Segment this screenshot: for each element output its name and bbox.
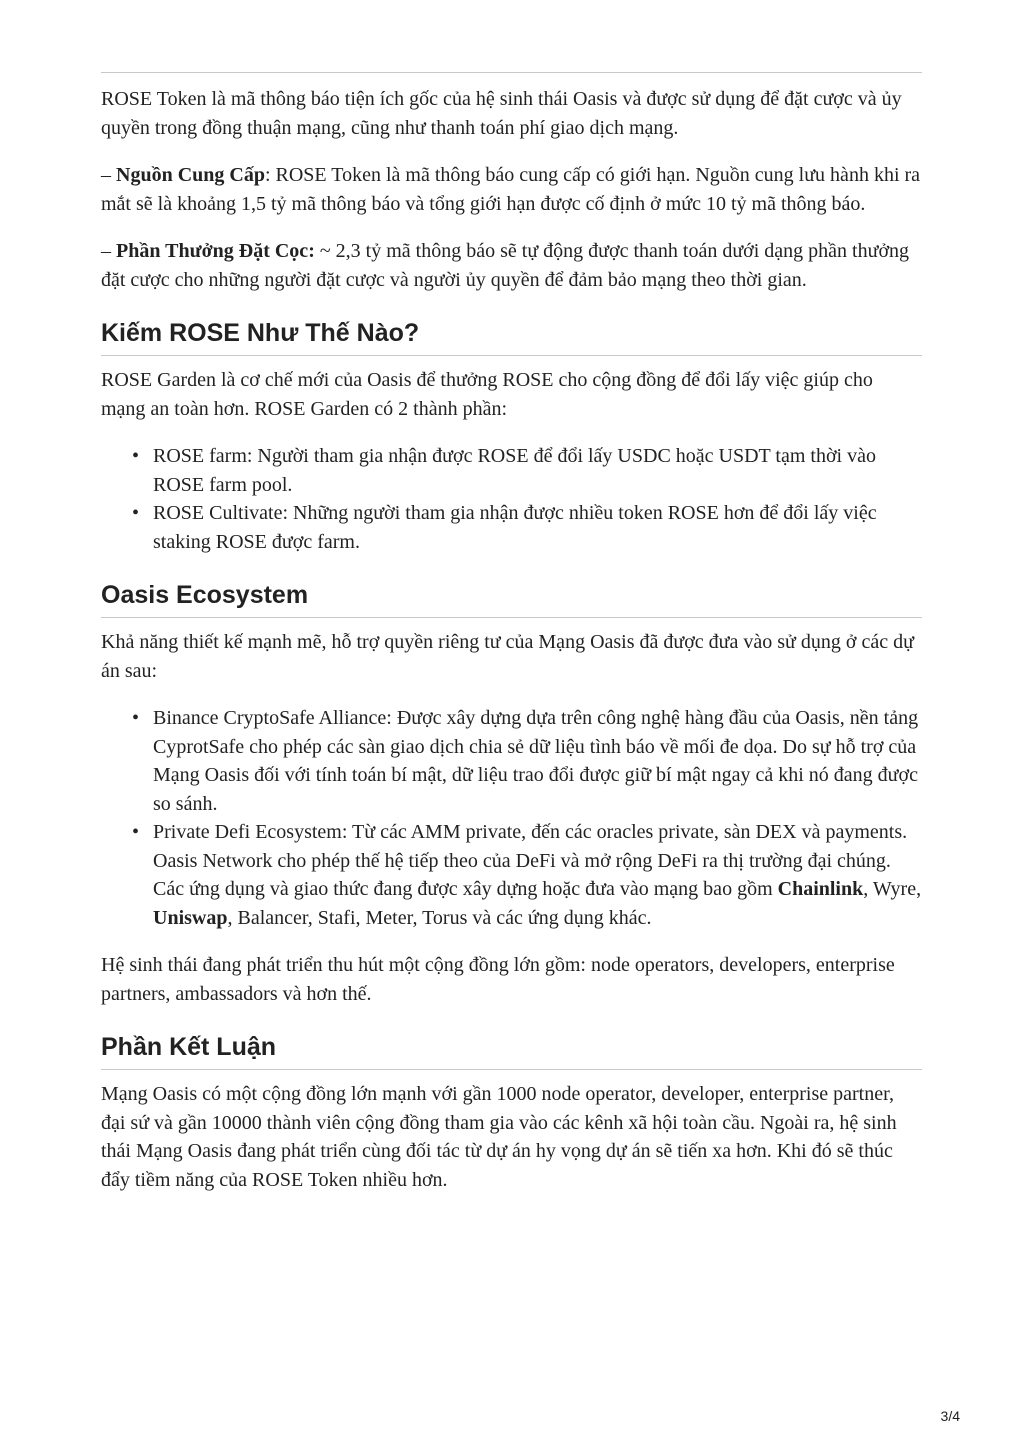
earn-list — [101, 442, 922, 556]
chainlink-text: Chainlink — [777, 878, 864, 900]
reward-text: ~ 2,3 tỷ mã thông báo sẽ tự động được thanh toán dưới dạng phần thưởng đặt cược cho những người đặt cược và người ủy quyền để đảm bảo mạng theo thời gian. — [101, 240, 910, 291]
heading-conclusion: Phần Kết Luận — [101, 1031, 922, 1070]
conclusion-paragraph: Mạng Oasis có một cộng đồng lớn mạnh với gần 1000 node operator, developer, enterprise partner, đại sứ và gần 10000 thành viên cộng đồng tham gia vào các kênh xã hội toàn cầu. Ngoài ra, hệ sinh thái Mạng Oasis đang phát triển cùng đối tác từ dự án hy vọng dự án sẽ tiến xa hơn. Khi đó sẽ thúc đẩy tiềm năng của ROSE Token nhiều hơn. — [101, 1083, 897, 1191]
list-item — [132, 442, 922, 499]
heading-earn-rose: Kiếm ROSE Như Thế Nào? — [101, 317, 922, 356]
earn-paragraph: ROSE Garden là cơ chế mới của Oasis để thưởng ROSE cho cộng đồng để đổi lấy việc giúp cho mạng an toàn hơn. ROSE Garden có 2 thành phần: — [101, 369, 873, 420]
bullet-icon: • — [132, 821, 140, 843]
list-item — [132, 499, 922, 556]
supply-paragraph — [101, 161, 922, 218]
supply-text: : ROSE Token là mã thông báo cung cấp có giới hạn. Nguồn cung lưu hành khi ra mắt sẽ là khoảng 1,5 tỷ mã thông báo và tổng giới hạn được cố định ở mức 10 tỷ mã thông báo. — [101, 164, 921, 215]
list-item-text: ROSE farm: Người tham gia nhận được ROSE để đổi lấy USDC hoặc USDT tạm thời vào ROSE farm pool. — [153, 445, 876, 496]
ecosystem-paragraph: Khả năng thiết kế mạnh mẽ, hỗ trợ quyền riêng tư của Mạng Oasis đã được đưa vào sử dụng ở các dự án sau: — [101, 631, 914, 682]
list-item — [132, 818, 922, 932]
uniswap-text: Uniswap — [153, 906, 228, 929]
list-item-text-c: , Balancer, Stafi, Meter, Torus và các ứng dụng khác. — [227, 906, 652, 929]
list-item-text: ROSE Cultivate: Những người tham gia nhận được nhiều token ROSE hơn để đổi lấy việc staking ROSE được farm. — [153, 502, 877, 553]
heading-oasis-ecosystem: Oasis Ecosystem — [101, 579, 922, 618]
page-number: 3/4 — [940, 1408, 960, 1424]
intro-paragraph: ROSE Token là mã thông báo tiện ích gốc của hệ sinh thái Oasis và được sử dụng để đặt cược và ủy quyền trong đồng thuận mạng, cũng như thanh toán phí giao dịch mạng. — [101, 88, 902, 139]
supply-label: Nguồn Cung Cấp — [116, 164, 265, 186]
supply-dash: – — [101, 164, 116, 186]
list-item — [132, 704, 922, 818]
list-item-text: Binance CryptoSafe Alliance: Được xây dựng dựa trên công nghệ hàng đầu của Oasis, nền tảng CyprotSafe cho phép các sàn giao dịch chia sẻ dữ liệu tình báo về mối đe dọa. Do sự hỗ trợ của Mạng Oasis đối với tính toán bí mật, dữ liệu trao đổi được giữ bí mật ngay cả khi nó đang được so sánh. — [153, 707, 919, 815]
top-divider — [101, 72, 922, 73]
list-item-text-a: Private Defi Ecosystem: Từ các AMM private, đến các oracles private, sàn DEX và payments. Oasis Network cho phép thế hệ tiếp theo của DeFi và mở rộng DeFi ra thị trường đại chúng. Các ứng dụng và giao thức đang được xây dựng hoặc đưa vào mạng bao gồm — [153, 821, 908, 900]
bullet-icon: • — [132, 707, 140, 729]
ecosystem-list — [101, 704, 922, 932]
list-item-text-b: , Wyre, — [863, 878, 922, 900]
reward-paragraph — [101, 237, 922, 294]
document-page — [101, 72, 922, 1213]
bullet-icon: • — [132, 445, 140, 467]
reward-label: Phần Thưởng Đặt Cọc: — [116, 240, 315, 262]
ecosystem-summary-paragraph: Hệ sinh thái đang phát triển thu hút một cộng đồng lớn gồm: node operators, developers, enterprise partners, ambassadors và hơn thế. — [101, 954, 895, 1005]
bullet-icon: • — [132, 502, 140, 524]
reward-dash: – — [101, 240, 116, 262]
